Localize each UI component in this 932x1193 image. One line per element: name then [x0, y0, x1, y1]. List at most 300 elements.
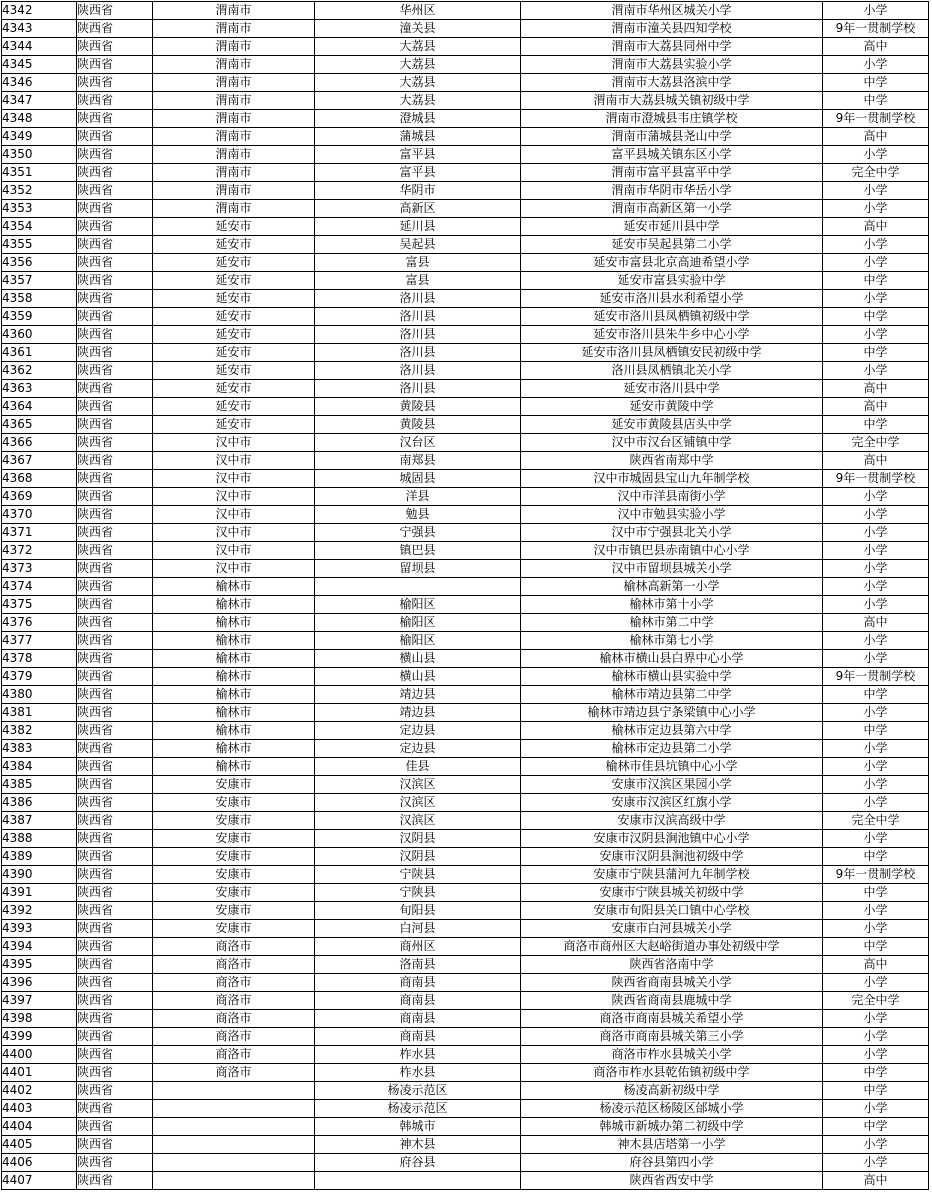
- province-cell: 陕西省: [77, 146, 153, 164]
- school-type-cell: 高中: [823, 38, 929, 56]
- school-type-cell: 中学: [823, 74, 929, 92]
- city-cell: 安康市: [153, 884, 315, 902]
- table-row: [2, 92, 929, 110]
- city-cell: 汉中市: [153, 542, 315, 560]
- school-name-cell: 商洛市柞水县城关小学: [521, 1046, 823, 1064]
- city-cell: 汉中市: [153, 452, 315, 470]
- province-cell: 陕西省: [77, 38, 153, 56]
- school-type-cell: 9年一贯制学校: [823, 470, 929, 488]
- school-name-cell: 安康市汉阴县涧池初级中学: [521, 848, 823, 866]
- province-cell: 陕西省: [77, 452, 153, 470]
- city-cell: 渭南市: [153, 2, 315, 20]
- city-cell: 渭南市: [153, 110, 315, 128]
- school-type-cell: 中学: [823, 722, 929, 740]
- table-row: [2, 200, 929, 218]
- province-cell: 陕西省: [77, 236, 153, 254]
- district-cell: 柞水县: [315, 1064, 521, 1082]
- table-row: [2, 596, 929, 614]
- district-cell: 富平县: [315, 164, 521, 182]
- table-row: [2, 1082, 929, 1100]
- school-type-cell: 9年一贯制学校: [823, 866, 929, 884]
- district-cell: 靖边县: [315, 704, 521, 722]
- district-cell: 宁强县: [315, 524, 521, 542]
- row-number: 4346: [2, 74, 77, 92]
- row-number: 4347: [2, 92, 77, 110]
- city-cell: 延安市: [153, 308, 315, 326]
- school-name-cell: 府谷县第四小学: [521, 1154, 823, 1172]
- row-number: 4353: [2, 200, 77, 218]
- table-row: [2, 74, 929, 92]
- school-name-cell: 安康市汉阴县涧池镇中心小学: [521, 830, 823, 848]
- row-number: 4351: [2, 164, 77, 182]
- school-type-cell: 中学: [823, 884, 929, 902]
- province-cell: 陕西省: [77, 884, 153, 902]
- row-number: 4401: [2, 1064, 77, 1082]
- province-cell: 陕西省: [77, 992, 153, 1010]
- city-cell: 汉中市: [153, 434, 315, 452]
- table-row: [2, 146, 929, 164]
- table-row: [2, 416, 929, 434]
- city-cell: 安康市: [153, 902, 315, 920]
- school-name-cell: 洛川县凤栖镇北关小学: [521, 362, 823, 380]
- district-cell: 佳县: [315, 758, 521, 776]
- city-cell: 渭南市: [153, 56, 315, 74]
- table-row: [2, 992, 929, 1010]
- school-type-cell: 完全中学: [823, 992, 929, 1010]
- province-cell: 陕西省: [77, 794, 153, 812]
- city-cell: [153, 1118, 315, 1136]
- district-cell: 商南县: [315, 974, 521, 992]
- school-name-cell: 渭南市蒲城县尧山中学: [521, 128, 823, 146]
- city-cell: 榆林市: [153, 722, 315, 740]
- school-name-cell: 渭南市富平县富平中学: [521, 164, 823, 182]
- district-cell: 神木县: [315, 1136, 521, 1154]
- district-cell: 杨凌示范区: [315, 1100, 521, 1118]
- district-cell: 汉滨区: [315, 794, 521, 812]
- school-name-cell: 榆林市佳县坑镇中心小学: [521, 758, 823, 776]
- school-type-cell: 中学: [823, 272, 929, 290]
- row-number: 4390: [2, 866, 77, 884]
- table-row: [2, 1172, 929, 1190]
- district-cell: 洛川县: [315, 380, 521, 398]
- school-type-cell: 小学: [823, 2, 929, 20]
- school-name-cell: 渭南市大荔县城关镇初级中学: [521, 92, 823, 110]
- school-type-cell: 高中: [823, 128, 929, 146]
- row-number: 4368: [2, 470, 77, 488]
- table-row: [2, 524, 929, 542]
- school-name-cell: 榆林市第十小学: [521, 596, 823, 614]
- table-row: [2, 362, 929, 380]
- row-number: 4356: [2, 254, 77, 272]
- table-row: [2, 902, 929, 920]
- table-row: [2, 380, 929, 398]
- city-cell: 商洛市: [153, 1010, 315, 1028]
- province-cell: 陕西省: [77, 704, 153, 722]
- school-type-cell: 9年一贯制学校: [823, 110, 929, 128]
- school-name-cell: 安康市汉滨高级中学: [521, 812, 823, 830]
- district-cell: 汉台区: [315, 434, 521, 452]
- city-cell: 渭南市: [153, 128, 315, 146]
- table-row: [2, 686, 929, 704]
- province-cell: 陕西省: [77, 650, 153, 668]
- school-name-cell: 安康市汉滨区果园小学: [521, 776, 823, 794]
- city-cell: [153, 1082, 315, 1100]
- table-row: [2, 2, 929, 20]
- city-cell: 渭南市: [153, 200, 315, 218]
- district-cell: 大荔县: [315, 92, 521, 110]
- table-row: [2, 848, 929, 866]
- table-row: [2, 254, 929, 272]
- row-number: 4380: [2, 686, 77, 704]
- district-cell: 横山县: [315, 668, 521, 686]
- table-row: [2, 344, 929, 362]
- district-cell: 商南县: [315, 992, 521, 1010]
- province-cell: 陕西省: [77, 848, 153, 866]
- district-cell: 榆阳区: [315, 614, 521, 632]
- district-cell: 商州区: [315, 938, 521, 956]
- province-cell: 陕西省: [77, 578, 153, 596]
- table-row: [2, 578, 929, 596]
- table-row: [2, 614, 929, 632]
- province-cell: 陕西省: [77, 380, 153, 398]
- school-name-cell: 榆林市定边县第二小学: [521, 740, 823, 758]
- city-cell: [153, 1136, 315, 1154]
- city-cell: 榆林市: [153, 614, 315, 632]
- table-row: [2, 884, 929, 902]
- city-cell: 延安市: [153, 254, 315, 272]
- district-cell: 汉滨区: [315, 776, 521, 794]
- row-number: 4354: [2, 218, 77, 236]
- table-row: [2, 470, 929, 488]
- school-type-cell: 高中: [823, 956, 929, 974]
- school-type-cell: 中学: [823, 308, 929, 326]
- school-name-cell: 渭南市华阴市华岳小学: [521, 182, 823, 200]
- school-name-cell: 渭南市大荔县实验小学: [521, 56, 823, 74]
- row-number: 4388: [2, 830, 77, 848]
- district-cell: 洛川县: [315, 344, 521, 362]
- table-row: [2, 1064, 929, 1082]
- school-name-cell: 安康市白河县城关小学: [521, 920, 823, 938]
- row-number: 4357: [2, 272, 77, 290]
- table-row: [2, 1028, 929, 1046]
- district-cell: 榆阳区: [315, 596, 521, 614]
- row-number: 4343: [2, 20, 77, 38]
- province-cell: 陕西省: [77, 200, 153, 218]
- district-cell: 富县: [315, 254, 521, 272]
- row-number: 4360: [2, 326, 77, 344]
- district-cell: 华州区: [315, 2, 521, 20]
- district-cell: 富平县: [315, 146, 521, 164]
- province-cell: 陕西省: [77, 776, 153, 794]
- row-number: 4371: [2, 524, 77, 542]
- table-row: [2, 182, 929, 200]
- city-cell: 榆林市: [153, 632, 315, 650]
- school-name-cell: 延安市吴起县第二小学: [521, 236, 823, 254]
- province-cell: 陕西省: [77, 1082, 153, 1100]
- district-cell: 高新区: [315, 200, 521, 218]
- school-name-cell: 杨凌示范区杨陵区邰城小学: [521, 1100, 823, 1118]
- school-name-cell: 延安市洛川县凤栖镇安民初级中学: [521, 344, 823, 362]
- district-cell: 镇巴县: [315, 542, 521, 560]
- school-type-cell: 小学: [823, 326, 929, 344]
- row-number: 4352: [2, 182, 77, 200]
- school-type-cell: 小学: [823, 902, 929, 920]
- school-name-cell: 延安市黄陵中学: [521, 398, 823, 416]
- province-cell: 陕西省: [77, 596, 153, 614]
- school-type-cell: 完全中学: [823, 164, 929, 182]
- row-number: 4381: [2, 704, 77, 722]
- row-number: 4372: [2, 542, 77, 560]
- school-type-cell: 小学: [823, 776, 929, 794]
- city-cell: 商洛市: [153, 1028, 315, 1046]
- school-name-cell: 汉中市城固县宝山九年制学校: [521, 470, 823, 488]
- row-number: 4405: [2, 1136, 77, 1154]
- city-cell: 安康市: [153, 848, 315, 866]
- province-cell: 陕西省: [77, 128, 153, 146]
- school-type-cell: 9年一贯制学校: [823, 20, 929, 38]
- table-row: [2, 452, 929, 470]
- province-cell: 陕西省: [77, 110, 153, 128]
- school-type-cell: 小学: [823, 290, 929, 308]
- school-type-cell: 完全中学: [823, 434, 929, 452]
- table-row: [2, 776, 929, 794]
- province-cell: 陕西省: [77, 488, 153, 506]
- table-row: [2, 974, 929, 992]
- city-cell: 延安市: [153, 380, 315, 398]
- province-cell: 陕西省: [77, 740, 153, 758]
- city-cell: 汉中市: [153, 560, 315, 578]
- province-cell: 陕西省: [77, 722, 153, 740]
- school-name-cell: 榆林高新第一小学: [521, 578, 823, 596]
- city-cell: 延安市: [153, 398, 315, 416]
- row-number: 4363: [2, 380, 77, 398]
- city-cell: 榆林市: [153, 578, 315, 596]
- province-cell: 陕西省: [77, 866, 153, 884]
- table-body: [2, 2, 929, 1190]
- city-cell: 渭南市: [153, 20, 315, 38]
- table-row: [2, 326, 929, 344]
- province-cell: 陕西省: [77, 2, 153, 20]
- province-cell: 陕西省: [77, 254, 153, 272]
- row-number: 4407: [2, 1172, 77, 1190]
- school-name-cell: 陕西省商南县鹿城中学: [521, 992, 823, 1010]
- district-cell: 韩城市: [315, 1118, 521, 1136]
- school-type-cell: 小学: [823, 1136, 929, 1154]
- district-cell: 南郑县: [315, 452, 521, 470]
- district-cell: 商南县: [315, 1028, 521, 1046]
- school-name-cell: 杨凌高新初级中学: [521, 1082, 823, 1100]
- city-cell: 汉中市: [153, 488, 315, 506]
- school-name-cell: 延安市黄陵县店头中学: [521, 416, 823, 434]
- table-row: [2, 308, 929, 326]
- school-name-cell: 榆林市第七小学: [521, 632, 823, 650]
- school-name-cell: 延安市富县实验中学: [521, 272, 823, 290]
- province-cell: 陕西省: [77, 1118, 153, 1136]
- school-name-cell: 商洛市柞水县乾佑镇初级中学: [521, 1064, 823, 1082]
- district-cell: 勉县: [315, 506, 521, 524]
- table-row: [2, 488, 929, 506]
- row-number: 4396: [2, 974, 77, 992]
- province-cell: 陕西省: [77, 344, 153, 362]
- city-cell: 延安市: [153, 344, 315, 362]
- school-name-cell: 渭南市华州区城关小学: [521, 2, 823, 20]
- table-row: [2, 290, 929, 308]
- school-type-cell: 小学: [823, 1028, 929, 1046]
- district-cell: 洛川县: [315, 290, 521, 308]
- school-name-cell: 商洛市商州区大赵峪街道办事处初级中学: [521, 938, 823, 956]
- district-cell: 定边县: [315, 740, 521, 758]
- province-cell: 陕西省: [77, 920, 153, 938]
- city-cell: 延安市: [153, 218, 315, 236]
- school-name-cell: 榆林市第二中学: [521, 614, 823, 632]
- table-row: [2, 56, 929, 74]
- school-name-cell: 榆林市横山县白界中心小学: [521, 650, 823, 668]
- school-type-cell: 9年一贯制学校: [823, 668, 929, 686]
- table-row: [2, 542, 929, 560]
- row-number: 4397: [2, 992, 77, 1010]
- school-name-cell: 陕西省南郑中学: [521, 452, 823, 470]
- city-cell: 延安市: [153, 362, 315, 380]
- city-cell: 安康市: [153, 776, 315, 794]
- province-cell: 陕西省: [77, 92, 153, 110]
- school-name-cell: 延安市洛川县凤栖镇初级中学: [521, 308, 823, 326]
- school-list-table: [1, 1, 929, 1190]
- row-number: 4402: [2, 1082, 77, 1100]
- school-type-cell: 高中: [823, 452, 929, 470]
- row-number: 4367: [2, 452, 77, 470]
- city-cell: 安康市: [153, 866, 315, 884]
- district-cell: 商南县: [315, 1010, 521, 1028]
- district-cell: 延川县: [315, 218, 521, 236]
- province-cell: 陕西省: [77, 398, 153, 416]
- school-type-cell: 高中: [823, 1172, 929, 1190]
- row-number: 4359: [2, 308, 77, 326]
- row-number: 4394: [2, 938, 77, 956]
- city-cell: 渭南市: [153, 92, 315, 110]
- province-cell: 陕西省: [77, 938, 153, 956]
- row-number: 4358: [2, 290, 77, 308]
- district-cell: 洛川县: [315, 362, 521, 380]
- city-cell: 延安市: [153, 236, 315, 254]
- school-type-cell: 小学: [823, 182, 929, 200]
- province-cell: 陕西省: [77, 362, 153, 380]
- row-number: 4406: [2, 1154, 77, 1172]
- school-name-cell: 榆林市靖边县第二中学: [521, 686, 823, 704]
- school-type-cell: 小学: [823, 758, 929, 776]
- row-number: 4350: [2, 146, 77, 164]
- table-row: [2, 740, 929, 758]
- province-cell: 陕西省: [77, 326, 153, 344]
- province-cell: 陕西省: [77, 416, 153, 434]
- school-type-cell: 中学: [823, 686, 929, 704]
- province-cell: 陕西省: [77, 1028, 153, 1046]
- province-cell: 陕西省: [77, 1136, 153, 1154]
- city-cell: 商洛市: [153, 992, 315, 1010]
- school-type-cell: 小学: [823, 1154, 929, 1172]
- school-type-cell: 小学: [823, 596, 929, 614]
- province-cell: 陕西省: [77, 560, 153, 578]
- city-cell: 汉中市: [153, 470, 315, 488]
- school-type-cell: 小学: [823, 488, 929, 506]
- row-number: 4399: [2, 1028, 77, 1046]
- school-type-cell: 高中: [823, 380, 929, 398]
- table-row: [2, 128, 929, 146]
- province-cell: 陕西省: [77, 1010, 153, 1028]
- city-cell: [153, 1172, 315, 1190]
- city-cell: 商洛市: [153, 1046, 315, 1064]
- school-type-cell: 中学: [823, 344, 929, 362]
- school-name-cell: 汉中市勉县实验小学: [521, 506, 823, 524]
- province-cell: 陕西省: [77, 1046, 153, 1064]
- district-cell: 黄陵县: [315, 416, 521, 434]
- table-row: [2, 218, 929, 236]
- district-cell: 横山县: [315, 650, 521, 668]
- province-cell: 陕西省: [77, 290, 153, 308]
- school-type-cell: 小学: [823, 542, 929, 560]
- school-type-cell: 小学: [823, 506, 929, 524]
- district-cell: 柞水县: [315, 1046, 521, 1064]
- city-cell: 渭南市: [153, 146, 315, 164]
- row-number: 4387: [2, 812, 77, 830]
- table-row: [2, 560, 929, 578]
- school-type-cell: 小学: [823, 704, 929, 722]
- district-cell: 白河县: [315, 920, 521, 938]
- city-cell: 榆林市: [153, 758, 315, 776]
- table-row: [2, 794, 929, 812]
- district-cell: 洛南县: [315, 956, 521, 974]
- table-row: [2, 722, 929, 740]
- school-type-cell: 小学: [823, 524, 929, 542]
- school-name-cell: 富平县城关镇东区小学: [521, 146, 823, 164]
- province-cell: 陕西省: [77, 74, 153, 92]
- city-cell: 榆林市: [153, 740, 315, 758]
- district-cell: 大荔县: [315, 56, 521, 74]
- city-cell: 安康市: [153, 920, 315, 938]
- district-cell: 蒲城县: [315, 128, 521, 146]
- city-cell: 延安市: [153, 272, 315, 290]
- city-cell: 安康市: [153, 812, 315, 830]
- row-number: 4365: [2, 416, 77, 434]
- district-cell: 洋县: [315, 488, 521, 506]
- table-row: [2, 164, 929, 182]
- province-cell: 陕西省: [77, 272, 153, 290]
- school-name-cell: 陕西省洛南中学: [521, 956, 823, 974]
- province-cell: 陕西省: [77, 686, 153, 704]
- province-cell: 陕西省: [77, 956, 153, 974]
- table-row: [2, 1046, 929, 1064]
- province-cell: 陕西省: [77, 164, 153, 182]
- city-cell: [153, 1154, 315, 1172]
- table-row: [2, 1136, 929, 1154]
- district-cell: [315, 578, 521, 596]
- province-cell: 陕西省: [77, 470, 153, 488]
- district-cell: 吴起县: [315, 236, 521, 254]
- city-cell: 商洛市: [153, 956, 315, 974]
- school-type-cell: 小学: [823, 362, 929, 380]
- district-cell: 洛川县: [315, 326, 521, 344]
- city-cell: 榆林市: [153, 686, 315, 704]
- table-row: [2, 830, 929, 848]
- row-number: 4403: [2, 1100, 77, 1118]
- city-cell: 榆林市: [153, 704, 315, 722]
- school-type-cell: 完全中学: [823, 812, 929, 830]
- school-name-cell: 延安市延川县中学: [521, 218, 823, 236]
- school-name-cell: 延安市洛川县中学: [521, 380, 823, 398]
- district-cell: 大荔县: [315, 74, 521, 92]
- city-cell: 商洛市: [153, 938, 315, 956]
- row-number: 4366: [2, 434, 77, 452]
- row-number: 4369: [2, 488, 77, 506]
